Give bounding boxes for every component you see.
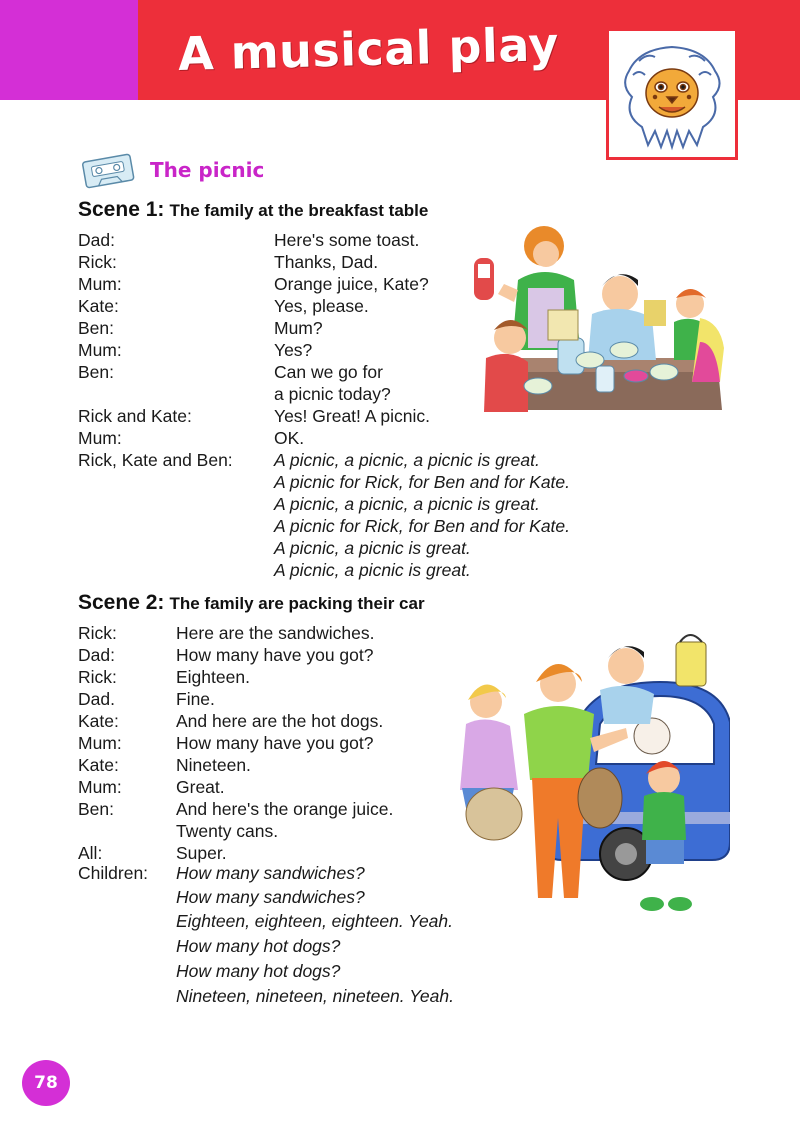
lion-face-icon <box>609 31 735 157</box>
song-line: A picnic, a picnic is great. <box>274 538 471 558</box>
song-line: How many hot dogs? <box>176 961 341 981</box>
speaker: Mum: <box>78 733 122 753</box>
cassette-tape-icon <box>78 150 138 190</box>
line-text: Here's some toast. <box>274 230 420 250</box>
speaker: Dad. <box>78 689 115 709</box>
song-line: Nineteen, nineteen, nineteen. Yeah. <box>176 986 454 1006</box>
speaker: Mum: <box>78 428 122 448</box>
speaker: Children: <box>78 863 149 883</box>
page-title: A musical play <box>177 17 560 81</box>
speaker: All: <box>78 843 103 863</box>
line-text: a picnic today? <box>274 384 391 404</box>
scene-1-description: The family at the breakfast table <box>169 201 429 220</box>
speaker: Kate: <box>78 711 119 731</box>
line-text: And here's the orange juice. <box>176 799 394 819</box>
line-text: Fine. <box>176 689 215 709</box>
speaker: Rick and Kate: <box>78 406 192 426</box>
speaker: Mum: <box>78 340 122 360</box>
song-line: Eighteen, eighteen, eighteen. Yeah. <box>176 911 454 931</box>
song-line: A picnic, a picnic, a picnic is great. <box>274 494 540 514</box>
speaker: Rick, Kate and Ben: <box>78 450 233 470</box>
song-line: How many hot dogs? <box>176 936 341 956</box>
song-line: A picnic, a picnic, a picnic is great. <box>274 450 540 470</box>
line-text: Eighteen. <box>176 667 250 687</box>
line-text: And here are the hot dogs. <box>176 711 384 731</box>
speaker: Dad: <box>78 645 115 665</box>
song-line: How many sandwiches? <box>176 863 365 883</box>
breakfast-table-illustration <box>468 218 730 418</box>
speaker: Ben: <box>78 799 114 819</box>
speaker: Dad: <box>78 230 115 250</box>
line-text: Great. <box>176 777 225 797</box>
line-text: Nineteen. <box>176 755 251 775</box>
lion-logo <box>606 28 738 160</box>
line-text: Yes? <box>274 340 313 360</box>
speaker: Ben: <box>78 362 114 382</box>
line-text: Here are the sandwiches. <box>176 623 375 643</box>
speaker: Kate: <box>78 755 119 775</box>
speaker: Mum: <box>78 274 122 294</box>
header-banner-magenta <box>0 0 138 100</box>
line-text: Orange juice, Kate? <box>274 274 429 294</box>
scene-1-heading <box>78 198 428 222</box>
speaker: Rick: <box>78 667 117 687</box>
speaker: Kate: <box>78 296 119 316</box>
line-text: Yes! Great! A picnic. <box>274 406 430 426</box>
line-text: Can we go for <box>274 362 383 382</box>
line-text: Thanks, Dad. <box>274 252 379 272</box>
car-packing-illustration <box>440 628 730 918</box>
line-text: Super. <box>176 843 227 863</box>
section-title: The picnic <box>150 158 265 182</box>
song-line: A picnic, a picnic is great. <box>274 560 471 580</box>
scene-1-label: Scene 1: <box>78 198 165 221</box>
line-text: OK. <box>274 428 305 448</box>
speaker: Ben: <box>78 318 114 338</box>
song-line: A picnic for Rick, for Ben and for Kate. <box>274 516 571 536</box>
line-text: How many have you got? <box>176 645 374 665</box>
scene-2-label: Scene 2: <box>78 591 165 614</box>
page-number: 78 <box>22 1060 70 1106</box>
speaker: Rick: <box>78 623 117 643</box>
line-text: Mum? <box>274 318 323 338</box>
song-line: How many sandwiches? <box>176 887 365 907</box>
line-text: Yes, please. <box>274 296 369 316</box>
scene-2-heading <box>78 591 425 615</box>
speaker: Mum: <box>78 777 122 797</box>
line-text: How many have you got? <box>176 733 374 753</box>
song-line: A picnic for Rick, for Ben and for Kate. <box>274 472 571 492</box>
scene-2-description: The family are packing their car <box>169 594 425 613</box>
line-text: Twenty cans. <box>176 821 279 841</box>
speaker: Rick: <box>78 252 117 272</box>
